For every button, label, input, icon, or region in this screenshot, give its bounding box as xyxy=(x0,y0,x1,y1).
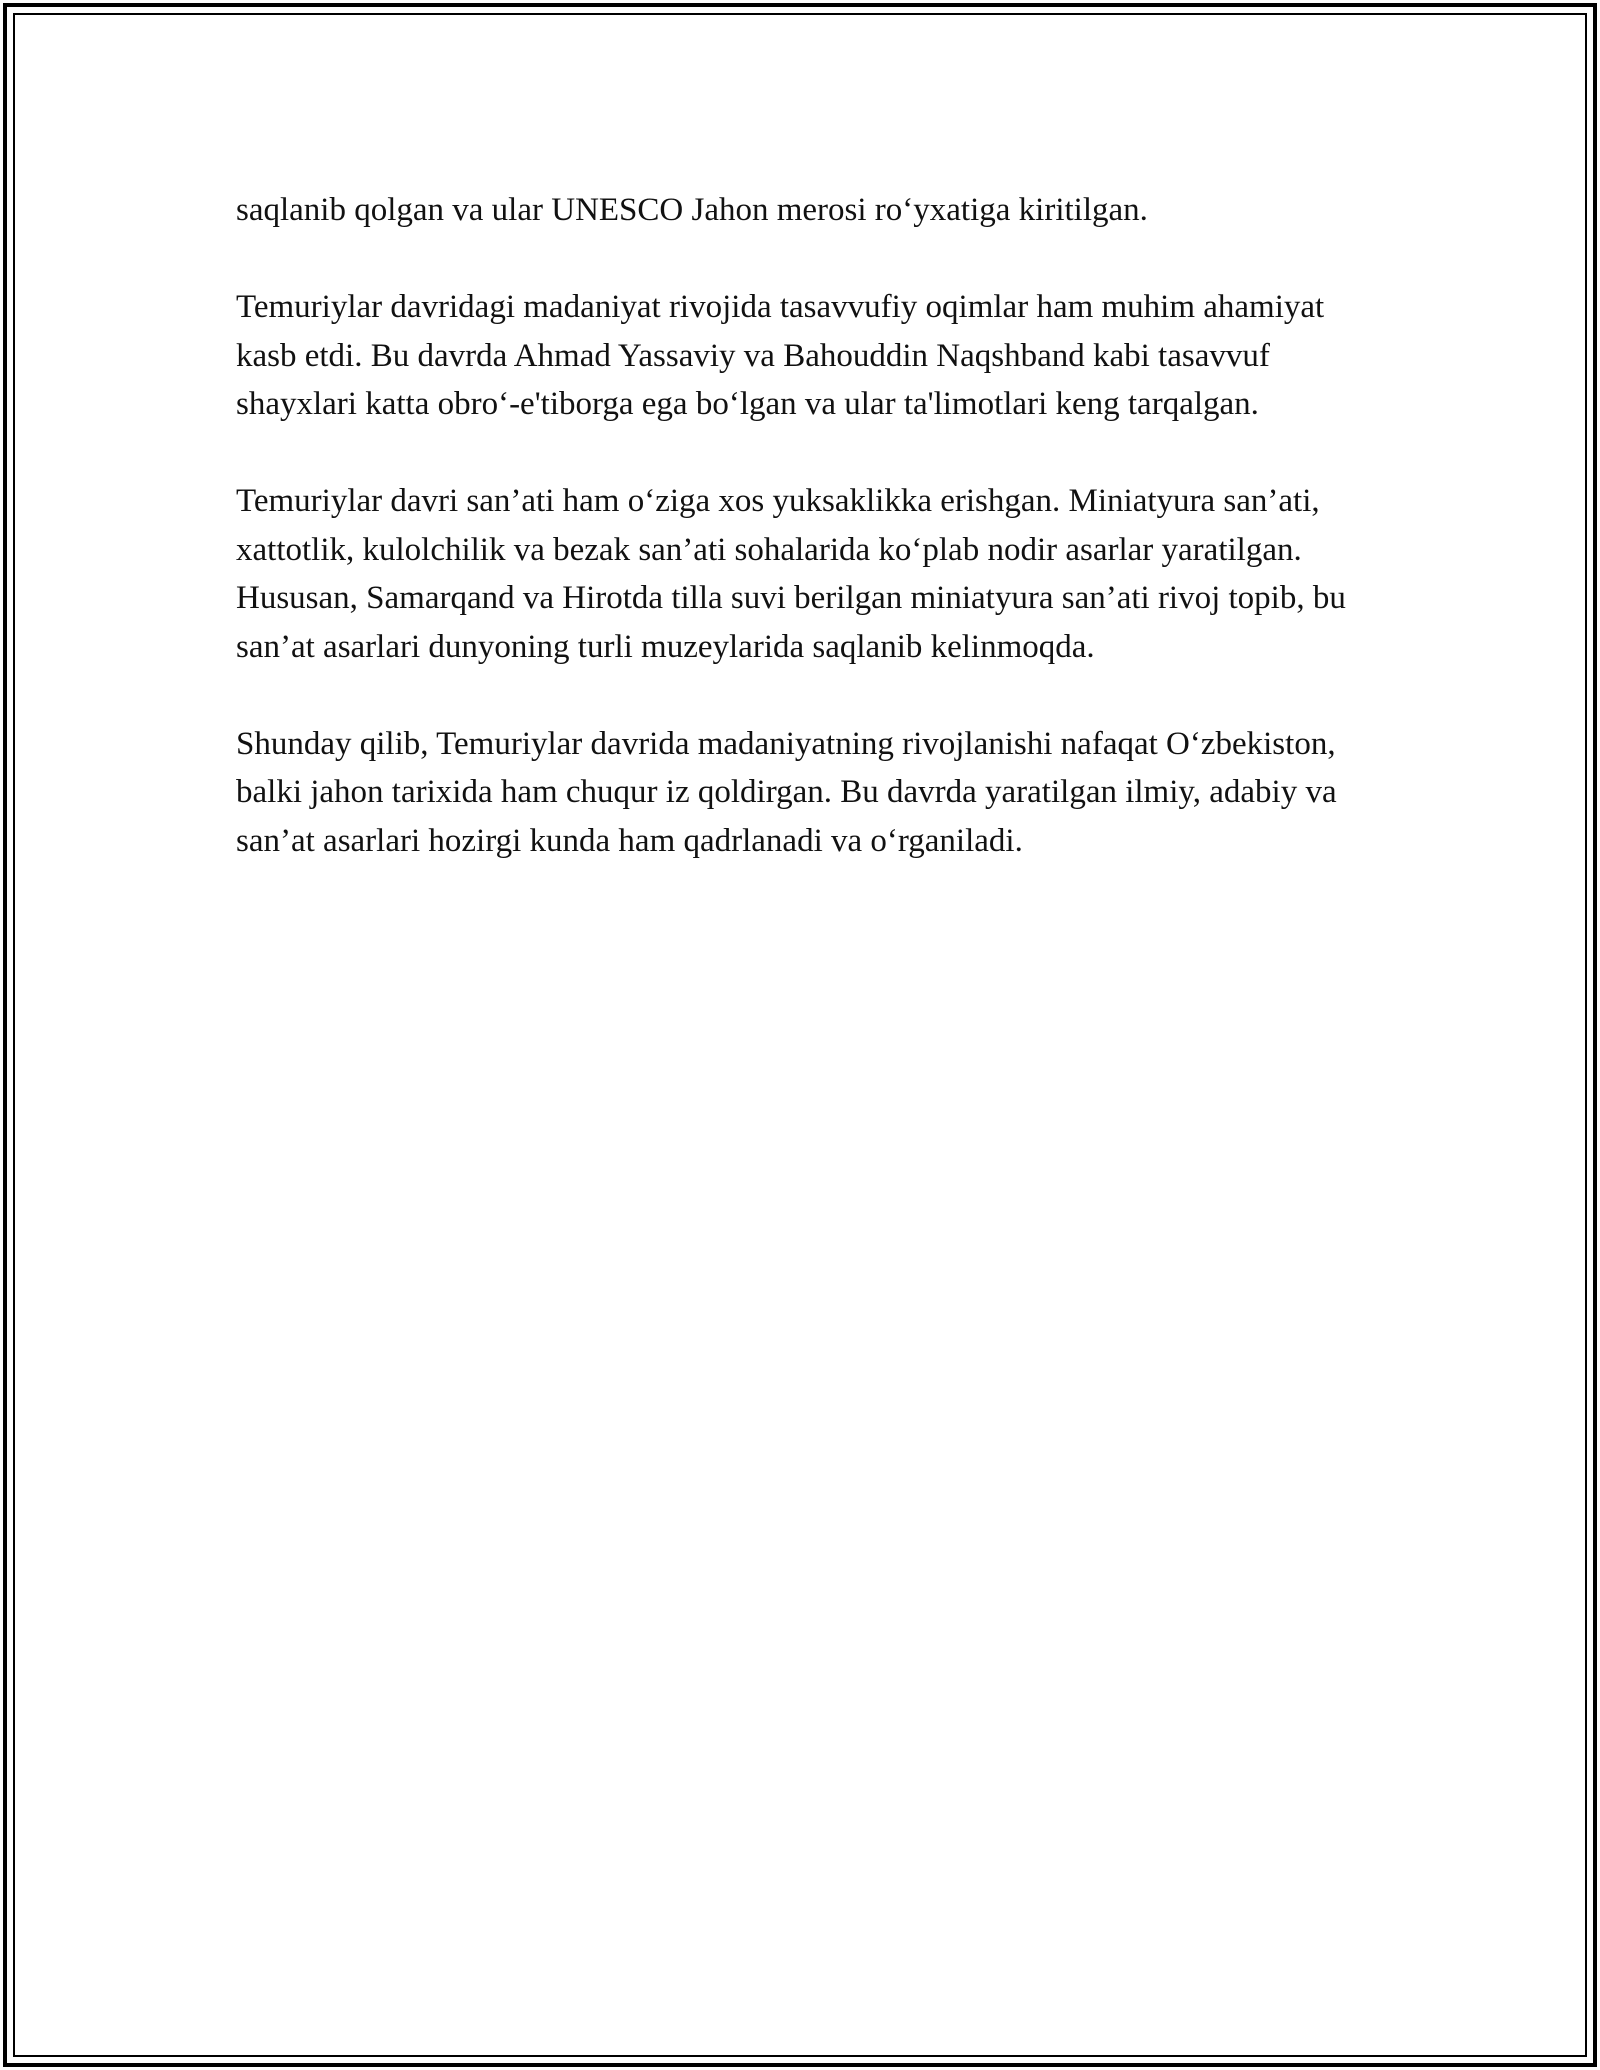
paragraph-art: Temuriylar davri san’ati ham o‘ziga xos yuksaklikka erishgan. Miniatyura san’ati, xattotlik, kulolchilik va bezak san’ati sohalarida ko‘plab nodir asarlar yaratilgan. Hususan, Samarqand va Hirotda tilla suvi berilgan miniatyura san’ati rivoj topib, bu san’at asarlari dunyoning turli muzeylarida saqlanib kelinmoqda. xyxy=(236,483,1346,665)
paragraph-unesco-heritage: saqlanib qolgan va ular UNESCO Jahon merosi ro‘yxatiga kiritilgan. xyxy=(236,192,1148,228)
paragraph-conclusion: Shunday qilib, Temuriylar davrida madaniyatning rivojlanishi nafaqat O‘zbekiston, balki jahon tarixida ham chuqur iz qoldirgan. Bu davrda yaratilgan ilmiy, adabiy va san’at asarlari hozirgi kunda ham qadrlanadi va o‘rganiladi. xyxy=(236,725,1337,859)
paragraph-sufism: Temuriylar davridagi madaniyat rivojida tasavvufiy oqimlar ham muhim ahamiyat kasb etdi. Bu davrda Ahmad Yassaviy va Bahouddin Naqshband kabi tasavvuf shayxlari katta obro‘-e'tiborga ega bo‘lgan va ular ta'limotlari keng tarqalgan. xyxy=(236,289,1325,422)
document-body xyxy=(236,186,1376,914)
